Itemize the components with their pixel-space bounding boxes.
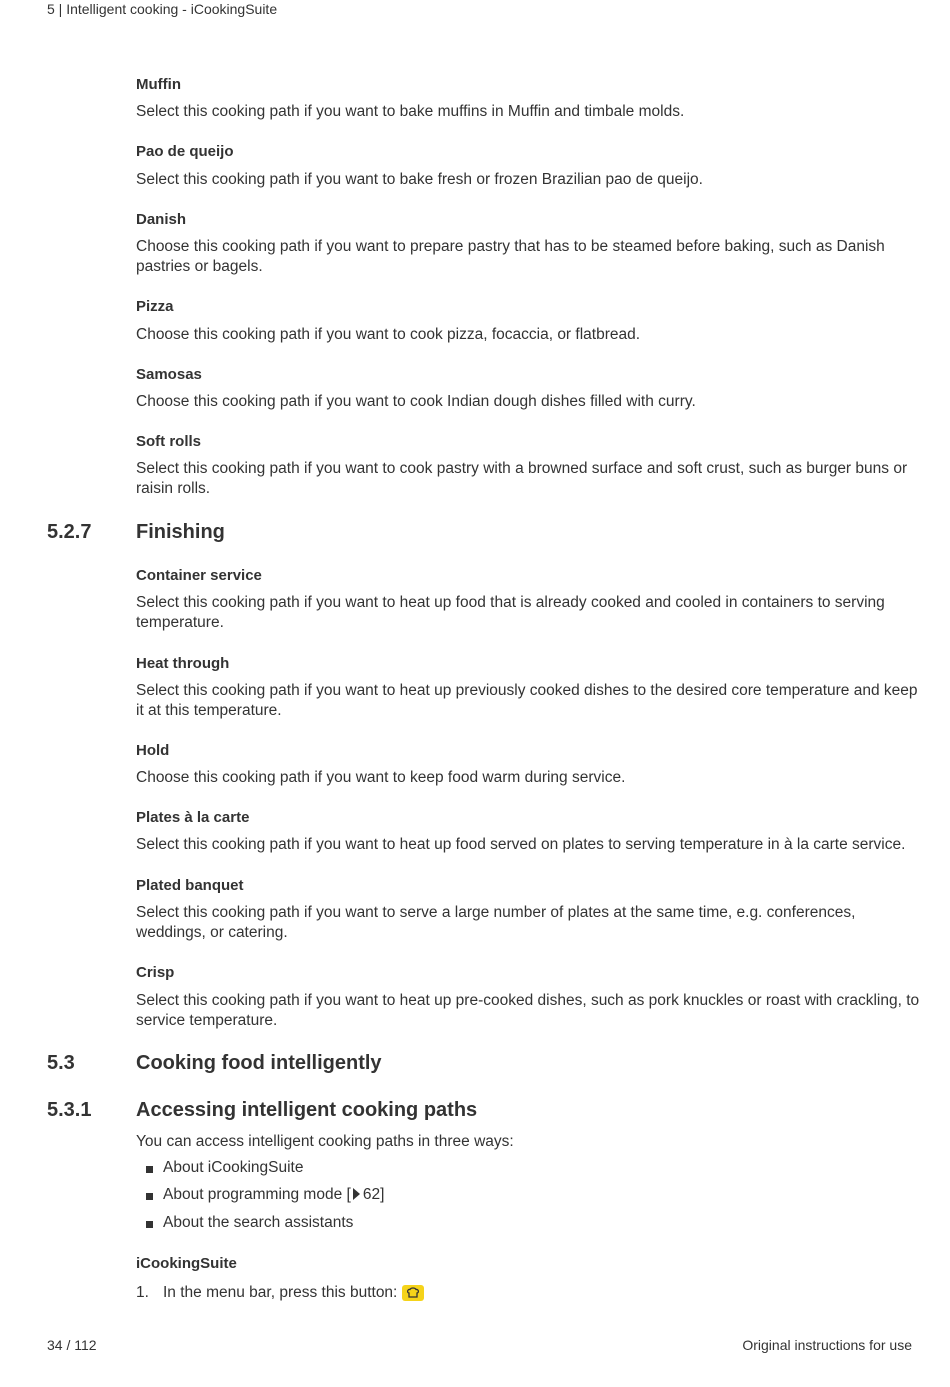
subsection-number: 5.3.1 xyxy=(47,1099,92,1121)
triangle-right-icon xyxy=(353,1188,360,1200)
chef-hat-icon xyxy=(402,1285,424,1301)
entry-title: Hold xyxy=(136,742,170,759)
bullet-marker xyxy=(146,1193,153,1200)
footer-note: Original instructions for use xyxy=(742,1337,912,1353)
entry-text: Select this cooking path if you want to bake muffins in Muffin and timbale molds. xyxy=(136,103,685,120)
page-reference-link[interactable]: 62] xyxy=(362,1186,385,1203)
entry-text: Choose this cooking path if you want to cook pizza, focaccia, or flatbread. xyxy=(136,326,641,343)
entry-text: Select this cooking path if you want to bake fresh or frozen Brazilian pao de queijo. xyxy=(136,171,703,188)
entry-text: Choose this cooking path if you want to cook Indian dough dishes filled with curry. xyxy=(136,393,696,410)
entry-text: Choose this cooking path if you want to prepare pastry that has to be steamed before baking, such as Danish pastries or bagels. xyxy=(136,238,885,275)
entry-text: Select this cooking path if you want to cook pastry with a browned surface and soft crust, such as burger buns or raisin rolls. xyxy=(136,460,908,497)
bullet-item: About the search assistants xyxy=(163,1214,354,1231)
bullet-item-text: About programming mode [ xyxy=(163,1186,351,1203)
entry-title: Heat through xyxy=(136,655,230,672)
entry-title: Pizza xyxy=(136,298,174,315)
subsection-label: iCookingSuite xyxy=(136,1255,237,1272)
entry-title: Pao de queijo xyxy=(136,143,234,160)
section-title: Cooking food intelligently xyxy=(136,1052,382,1074)
entry-title: Samosas xyxy=(136,366,202,383)
section-number: 5.3 xyxy=(47,1052,75,1074)
entry-text: Select this cooking path if you want to heat up previously cooked dishes to the desired core temperature and keep it at this temperature. xyxy=(136,682,918,719)
entry-text: Select this cooking path if you want to heat up food that is already cooked and cooled in containers to serving temperature. xyxy=(136,594,885,631)
entry-title: Danish xyxy=(136,211,187,228)
entry-title: Crisp xyxy=(136,964,175,981)
entry-text: Select this cooking path if you want to heat up food served on plates to serving temperature in à la carte service. xyxy=(136,836,906,853)
entry-text: Choose this cooking path if you want to keep food warm during service. xyxy=(136,769,626,786)
subsection-title: Accessing intelligent cooking paths xyxy=(136,1099,478,1121)
intro-text: You can access intelligent cooking paths in three ways: xyxy=(136,1133,514,1150)
entry-title: Plated banquet xyxy=(136,877,244,894)
entry-title: Soft rolls xyxy=(136,433,202,450)
bullet-item-programming xyxy=(163,1186,384,1204)
bullet-item: About iCookingSuite xyxy=(163,1159,304,1176)
entry-title: Container service xyxy=(136,567,262,584)
step-item xyxy=(163,1284,424,1302)
step-text: In the menu bar, press this button: xyxy=(163,1284,398,1301)
section-number: 5.2.7 xyxy=(47,521,92,543)
running-header: 5 | Intelligent cooking - iCookingSuite xyxy=(47,1,278,17)
entry-title: Plates à la carte xyxy=(136,809,250,826)
page-number: 34 / 112 xyxy=(47,1337,97,1353)
entry-title: Muffin xyxy=(136,76,181,93)
entry-text: Select this cooking path if you want to heat up pre-cooked dishes, such as pork knuckles or roast with crackling, to service temperature. xyxy=(136,992,920,1029)
section-title: Finishing xyxy=(136,521,225,543)
entry-text: Select this cooking path if you want to serve a large number of plates at the same time, e.g. conferences, weddings, or catering. xyxy=(136,904,856,941)
step-number: 1. xyxy=(136,1284,149,1301)
bullet-marker xyxy=(146,1221,153,1228)
bullet-marker xyxy=(146,1166,153,1173)
